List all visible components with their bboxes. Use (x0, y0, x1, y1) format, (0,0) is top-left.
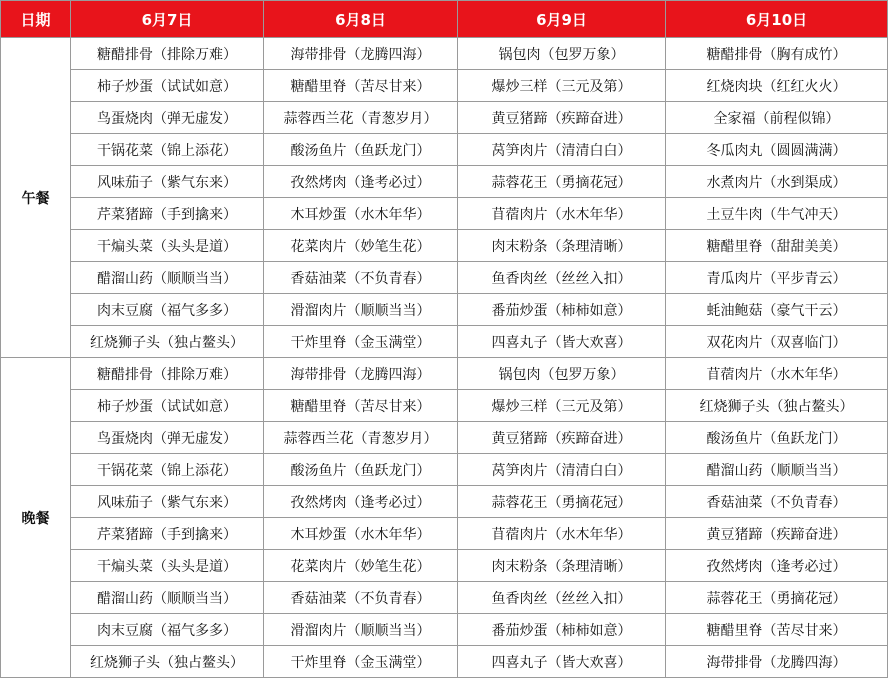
dish-cell: 肉末粉条（条理清晰） (458, 230, 666, 262)
dish-cell: 柿子炒蛋（试试如意） (71, 390, 264, 422)
dish-cell: 海带排骨（龙腾四海） (264, 38, 458, 70)
dish-cell: 木耳炒蛋（水木年华） (264, 198, 458, 230)
dish-cell: 四喜丸子（皆大欢喜） (458, 646, 666, 678)
dish-cell: 蒜蓉花王（勇摘花冠） (458, 166, 666, 198)
table-row (1, 70, 888, 102)
dish-cell: 四喜丸子（皆大欢喜） (458, 326, 666, 358)
dish-cell: 酸汤鱼片（鱼跃龙门） (666, 422, 888, 454)
dish-cell: 海带排骨（龙腾四海） (666, 646, 888, 678)
dish-cell: 孜然烤肉（逢考必过） (666, 550, 888, 582)
dish-cell: 海带排骨（龙腾四海） (264, 358, 458, 390)
dish-cell: 孜然烤肉（逢考必过） (264, 486, 458, 518)
header-day-3: 6月9日 (458, 1, 666, 38)
dish-cell: 滑溜肉片（顺顺当当） (264, 614, 458, 646)
table-row (1, 518, 888, 550)
table-row (1, 422, 888, 454)
dish-cell: 蚝油鲍菇（豪气干云） (666, 294, 888, 326)
dish-cell: 花菜肉片（妙笔生花） (264, 230, 458, 262)
dish-cell: 糖醋里脊（苦尽甘来） (666, 614, 888, 646)
dish-cell: 蒜蓉花王（勇摘花冠） (666, 582, 888, 614)
dish-cell: 爆炒三样（三元及第） (458, 390, 666, 422)
dish-cell: 莴笋肉片（清清白白） (458, 134, 666, 166)
dish-cell: 孜然烤肉（逢考必过） (264, 166, 458, 198)
dish-cell: 芹菜猪蹄（手到擒来） (71, 198, 264, 230)
dish-cell: 酸汤鱼片（鱼跃龙门） (264, 454, 458, 486)
dish-cell: 爆炒三样（三元及第） (458, 70, 666, 102)
table-row (1, 582, 888, 614)
dish-cell: 肉末豆腐（福气多多） (71, 614, 264, 646)
header-date-label: 日期 (1, 1, 71, 38)
dish-cell: 鱼香肉丝（丝丝入扣） (458, 262, 666, 294)
table-row (1, 102, 888, 134)
dish-cell: 蒜蓉花王（勇摘花冠） (458, 486, 666, 518)
dish-cell: 风味茄子（紫气东来） (71, 166, 264, 198)
dish-cell: 醋溜山药（顺顺当当） (71, 582, 264, 614)
dish-cell: 糖醋里脊（苦尽甘来） (264, 390, 458, 422)
table-row (1, 262, 888, 294)
dish-cell: 黄豆猪蹄（疾蹄奋进） (458, 102, 666, 134)
dish-cell: 鱼香肉丝（丝丝入扣） (458, 582, 666, 614)
dish-cell: 干煸头菜（头头是道） (71, 550, 264, 582)
dish-cell: 糖醋排骨（胸有成竹） (666, 38, 888, 70)
dish-cell: 红烧肉块（红红火火） (666, 70, 888, 102)
dish-cell: 红烧狮子头（独占鳌头） (666, 390, 888, 422)
dish-cell: 酸汤鱼片（鱼跃龙门） (264, 134, 458, 166)
dish-cell: 柿子炒蛋（试试如意） (71, 70, 264, 102)
table-row (1, 390, 888, 422)
dish-cell: 干锅花菜（锦上添花） (71, 454, 264, 486)
dish-cell: 糖醋排骨（排除万难） (71, 358, 264, 390)
dish-cell: 苜蓿肉片（水木年华） (458, 518, 666, 550)
dish-cell: 红烧狮子头（独占鳌头） (71, 326, 264, 358)
table-row (1, 454, 888, 486)
dish-cell: 醋溜山药（顺顺当当） (666, 454, 888, 486)
dish-cell: 番茄炒蛋（柿柿如意） (458, 614, 666, 646)
dish-cell: 糖醋里脊（甜甜美美） (666, 230, 888, 262)
table-row (1, 134, 888, 166)
dish-cell: 青瓜肉片（平步青云） (666, 262, 888, 294)
dish-cell: 苜蓿肉片（水木年华） (458, 198, 666, 230)
dish-cell: 鸟蛋烧肉（弹无虚发） (71, 422, 264, 454)
dish-cell: 干炸里脊（金玉满堂） (264, 646, 458, 678)
dish-cell: 红烧狮子头（独占鳌头） (71, 646, 264, 678)
header-day-1: 6月7日 (71, 1, 264, 38)
dish-cell: 木耳炒蛋（水木年华） (264, 518, 458, 550)
dish-cell: 蒜蓉西兰花（青葱岁月） (264, 422, 458, 454)
dish-cell: 香菇油菜（不负青春） (666, 486, 888, 518)
dish-cell: 鸟蛋烧肉（弹无虚发） (71, 102, 264, 134)
dish-cell: 香菇油菜（不负青春） (264, 582, 458, 614)
dish-cell: 黄豆猪蹄（疾蹄奋进） (666, 518, 888, 550)
header-day-2: 6月8日 (264, 1, 458, 38)
table-row (1, 486, 888, 518)
dish-cell: 全家福（前程似锦） (666, 102, 888, 134)
table-row (1, 646, 888, 678)
dish-cell: 花菜肉片（妙笔生花） (264, 550, 458, 582)
table-row (1, 230, 888, 262)
dish-cell: 锅包肉（包罗万象） (458, 38, 666, 70)
dish-cell: 糖醋里脊（苦尽甘来） (264, 70, 458, 102)
dish-cell: 干煸头菜（头头是道） (71, 230, 264, 262)
dish-cell: 黄豆猪蹄（疾蹄奋进） (458, 422, 666, 454)
table-row (1, 38, 888, 70)
dish-cell: 干锅花菜（锦上添花） (71, 134, 264, 166)
dish-cell: 莴笋肉片（清清白白） (458, 454, 666, 486)
header-day-4: 6月10日 (666, 1, 888, 38)
dish-cell: 土豆牛肉（牛气冲天） (666, 198, 888, 230)
dish-cell: 香菇油菜（不负青春） (264, 262, 458, 294)
table-row (1, 198, 888, 230)
dish-cell: 糖醋排骨（排除万难） (71, 38, 264, 70)
dish-cell: 锅包肉（包罗万象） (458, 358, 666, 390)
dish-cell: 肉末豆腐（福气多多） (71, 294, 264, 326)
dish-cell: 蒜蓉西兰花（青葱岁月） (264, 102, 458, 134)
table-row (1, 614, 888, 646)
table-row (1, 358, 888, 390)
dish-cell: 苜蓿肉片（水木年华） (666, 358, 888, 390)
header-row (1, 1, 888, 38)
dish-cell: 醋溜山药（顺顺当当） (71, 262, 264, 294)
dish-cell: 滑溜肉片（顺顺当当） (264, 294, 458, 326)
menu-header (1, 1, 888, 38)
table-row (1, 166, 888, 198)
table-row (1, 326, 888, 358)
dish-cell: 番茄炒蛋（柿柿如意） (458, 294, 666, 326)
dinner-label: 晚餐 (1, 358, 71, 678)
dish-cell: 肉末粉条（条理清晰） (458, 550, 666, 582)
table-row (1, 294, 888, 326)
dish-cell: 干炸里脊（金玉满堂） (264, 326, 458, 358)
lunch-label: 午餐 (1, 38, 71, 358)
dish-cell: 芹菜猪蹄（手到擒来） (71, 518, 264, 550)
dish-cell: 风味茄子（紫气东来） (71, 486, 264, 518)
menu-body (1, 38, 888, 678)
dish-cell: 双花肉片（双喜临门） (666, 326, 888, 358)
dish-cell: 冬瓜肉丸（圆圆满满） (666, 134, 888, 166)
dish-cell: 水煮肉片（水到渠成） (666, 166, 888, 198)
table-row (1, 550, 888, 582)
